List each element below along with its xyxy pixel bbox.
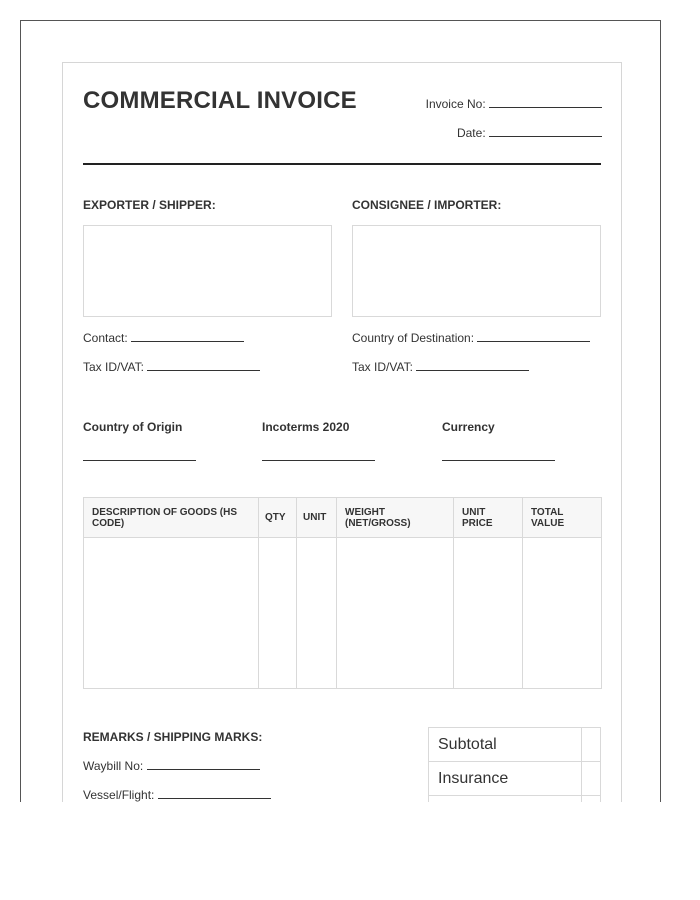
exporter-contact-blank[interactable] — [131, 330, 244, 342]
destination-field — [352, 330, 590, 345]
totals-row-partial — [429, 796, 601, 803]
col-description: DESCRIPTION OF GOODS (HS CODE) — [84, 498, 259, 538]
col-qty: QTY — [259, 498, 297, 538]
exporter-contact-label: Contact: — [83, 331, 128, 345]
consignee-address-box[interactable] — [352, 225, 601, 317]
col-unit-price: UNIT PRICE — [454, 498, 523, 538]
col-unit: UNIT — [297, 498, 337, 538]
exporter-contact-field — [83, 330, 244, 345]
qty-cell[interactable] — [259, 538, 297, 689]
date-label: Date: — [456, 126, 486, 140]
subtotal-value[interactable] — [582, 728, 601, 762]
description-cell[interactable] — [84, 538, 259, 689]
exporter-tax-blank[interactable] — [147, 359, 260, 371]
destination-blank[interactable] — [477, 330, 590, 342]
exporter-tax-label: Tax ID/VAT: — [83, 360, 144, 374]
insurance-value[interactable] — [582, 762, 601, 796]
date-field — [457, 125, 602, 140]
invoice-number-blank[interactable] — [489, 96, 602, 108]
waybill-blank[interactable] — [147, 758, 260, 770]
unit-cell[interactable] — [297, 538, 337, 689]
remarks-heading: REMARKS / SHIPPING MARKS: — [83, 730, 263, 744]
invoice-number-field — [426, 96, 602, 111]
vessel-label: Vessel/Flight: — [83, 788, 155, 802]
subtotal-label: Subtotal — [429, 728, 582, 762]
unit-price-cell[interactable] — [454, 538, 523, 689]
waybill-field — [83, 758, 260, 773]
col-total-value: TOTAL VALUE — [523, 498, 602, 538]
totals-partial-value[interactable] — [582, 796, 601, 803]
incoterms-blank[interactable] — [262, 460, 375, 461]
vessel-field — [83, 787, 271, 802]
consignee-tax-field — [352, 359, 529, 374]
totals-table — [428, 727, 601, 802]
date-blank[interactable] — [489, 125, 602, 137]
waybill-label: Waybill No: — [83, 759, 144, 773]
consignee-tax-label: Tax ID/VAT: — [352, 360, 413, 374]
total-value-cell[interactable] — [523, 538, 602, 689]
invoice-document — [62, 62, 622, 802]
destination-label: Country of Destination: — [352, 331, 475, 345]
col-weight: WEIGHT (NET/GROSS) — [337, 498, 454, 538]
exporter-tax-field — [83, 359, 260, 374]
page-frame — [20, 20, 661, 802]
totals-partial-label — [429, 796, 582, 803]
document-title: COMMERCIAL INVOICE — [83, 87, 357, 114]
consignee-tax-blank[interactable] — [416, 359, 529, 371]
subtotal-row — [429, 728, 601, 762]
goods-table-header — [84, 498, 602, 538]
insurance-label: Insurance — [429, 762, 582, 796]
table-row — [84, 538, 602, 689]
goods-table — [83, 497, 602, 689]
invoice-number-label: Invoice No: — [425, 97, 486, 111]
consignee-heading: CONSIGNEE / IMPORTER: — [352, 198, 502, 212]
weight-cell[interactable] — [337, 538, 454, 689]
header-divider — [83, 163, 601, 165]
country-of-origin-label: Country of Origin — [83, 420, 183, 434]
exporter-heading: EXPORTER / SHIPPER: — [83, 198, 216, 212]
vessel-blank[interactable] — [158, 787, 271, 799]
exporter-address-box[interactable] — [83, 225, 332, 317]
currency-label: Currency — [442, 420, 495, 434]
incoterms-label: Incoterms 2020 — [262, 420, 350, 434]
insurance-row — [429, 762, 601, 796]
currency-blank[interactable] — [442, 460, 555, 461]
country-of-origin-blank[interactable] — [83, 460, 196, 461]
